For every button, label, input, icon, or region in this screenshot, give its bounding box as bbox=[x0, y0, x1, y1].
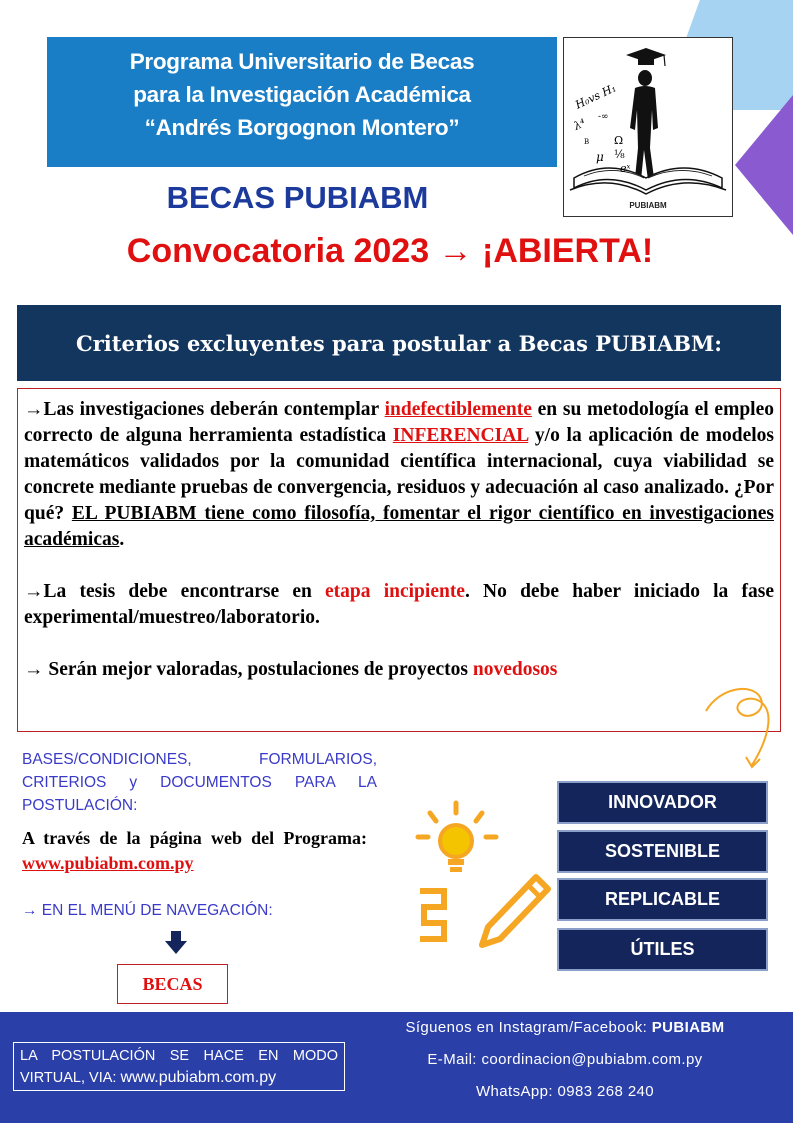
footer-social bbox=[360, 1019, 770, 1036]
logo-symbol-fraction: ⅛ bbox=[614, 148, 625, 161]
criteria-text: y/o la aplicación de modelos matemáticos validados por la comunidad científica internacional, cuya viabilidad se concrete mediante pruebas de convergencia, residuos y adecuación al caso analizado. ¿Por qué? bbox=[24, 425, 774, 524]
logo-symbol-hypothesis: H₀vs H₁ bbox=[573, 81, 619, 112]
pubiabm-logo bbox=[563, 37, 733, 217]
tag-replicable: REPLICABLE bbox=[557, 878, 768, 921]
logo-symbol-lambda: λ⁴ bbox=[571, 116, 588, 133]
footer-email[interactable]: E-Mail: coordinacion@pubiabm.com.py bbox=[427, 1051, 703, 1068]
social-label: Síguenos en Instagram/Facebook: bbox=[405, 1019, 652, 1036]
logo-symbol-omega: Ω bbox=[614, 134, 624, 147]
criteria-paragraph-3 bbox=[24, 657, 774, 683]
criteria-text: →Las investigaciones deberán contemplar bbox=[24, 399, 385, 420]
criteria-text: en su metodología el empleo correcto de alguna herramienta estadística bbox=[24, 399, 774, 446]
program-title-line3: “Andrés Borgognon Montero” bbox=[144, 115, 460, 140]
criteria-paragraph-2 bbox=[24, 579, 774, 631]
arrow-down-icon bbox=[163, 930, 189, 956]
bases-text: BASES/CONDICIONES, FORMULARIOS, CRITERIOS y DOCUMENTOS PARA LA POSTULACIÓN: bbox=[22, 751, 377, 814]
convocatoria-title: Convocatoria 2023 → ¡ABIERTA! bbox=[126, 232, 654, 270]
highlight-indefectiblemente: indefectiblemente bbox=[384, 399, 532, 420]
decor-purple-triangle bbox=[735, 95, 793, 235]
tag-sostenible: SOSTENIBLE bbox=[557, 830, 768, 873]
criteria-text: . No debe haber iniciado la fase experimental/muestreo/laboratorio. bbox=[24, 581, 774, 628]
program-title-line1: Programa Universitario de Becas bbox=[129, 49, 475, 74]
footer-postulacion-note bbox=[13, 1042, 345, 1091]
logo-illustration-icon bbox=[564, 38, 733, 217]
criteria-header: Criterios excluyentes para postular a Becas PUBIABM: bbox=[17, 305, 781, 381]
web-info bbox=[22, 826, 367, 876]
social-handle[interactable]: PUBIABM bbox=[651, 1019, 725, 1036]
logo-symbol-infinity: -∞ bbox=[598, 112, 609, 122]
web-prefix: A través de la página web del Programa: bbox=[22, 828, 367, 848]
criteria-text: →La tesis debe encontrarse en bbox=[24, 581, 326, 602]
highlight-novedosos: novedosos bbox=[472, 659, 558, 680]
philosophy-statement: EL PUBIABM tiene como filosofía, fomentar el rigor científico en investigaciones académicas bbox=[24, 503, 774, 550]
criteria-text: → Serán mejor valoradas, postulaciones de proyectos bbox=[24, 659, 473, 680]
footer-note-text: LA POSTULACIÓN SE HACE EN MODO VIRTUAL, VIA: bbox=[20, 1048, 338, 1086]
tag-utiles: ÚTILES bbox=[557, 928, 768, 971]
logo-symbol-mu: μ bbox=[596, 150, 604, 164]
website-link[interactable]: www.pubiabm.com.py bbox=[22, 853, 194, 873]
highlight-etapa-incipiente: etapa incipiente bbox=[325, 581, 465, 602]
logo-caption: PUBIABM bbox=[629, 201, 667, 210]
tag-innovador: INNOVADOR bbox=[557, 781, 768, 824]
footer-whatsapp[interactable]: WhatsApp: 0983 268 240 bbox=[475, 1083, 655, 1100]
logo-symbol-exp: eˣ bbox=[620, 162, 631, 175]
logo-symbol-b: B bbox=[584, 138, 590, 146]
criteria-box bbox=[17, 388, 781, 732]
program-title-box bbox=[47, 37, 557, 167]
program-title-line2: para la Investigación Académica bbox=[133, 82, 471, 107]
lightbulb-pencil-icon bbox=[408, 795, 558, 955]
becas-menu-button[interactable]: BECAS bbox=[117, 964, 228, 1004]
footer-website-link[interactable]: www.pubiabm.com.py bbox=[120, 1069, 277, 1086]
becas-title: BECAS PUBIABM bbox=[166, 180, 429, 215]
highlight-inferencial: INFERENCIAL bbox=[392, 425, 529, 446]
curl-arrow-icon bbox=[700, 683, 780, 773]
criteria-paragraph-1 bbox=[24, 397, 774, 553]
menu-nav-hint: → EN EL MENÚ DE NAVEGACIÓN: bbox=[22, 902, 273, 919]
criteria-text: . bbox=[119, 529, 125, 550]
